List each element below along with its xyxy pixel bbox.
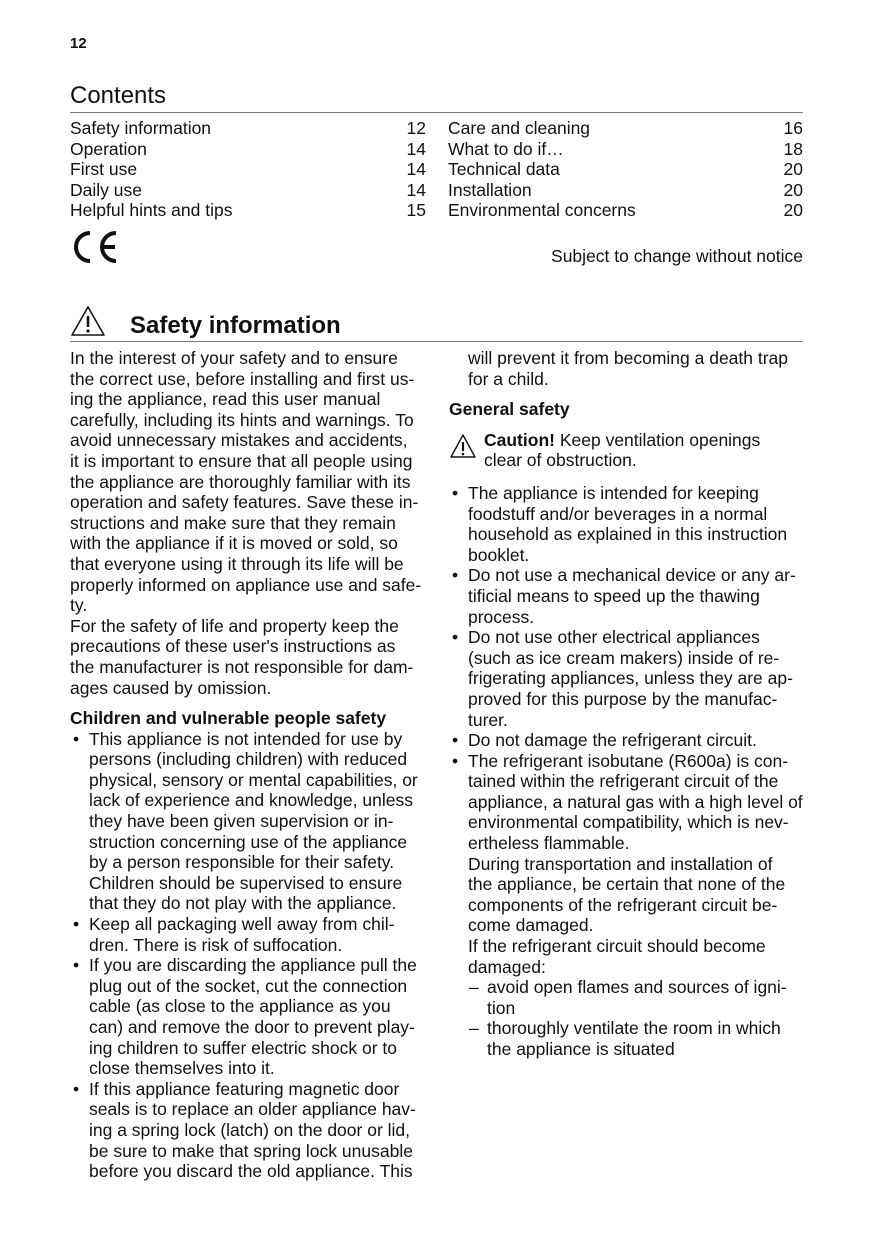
text-line: If you are discarding the appliance pull the [89,955,417,976]
text-line: booklet. [468,544,530,565]
children-safety-list [70,729,426,1182]
text-line: frigerating appliances, unless they are ap- [468,668,793,689]
text-line: avoid unnecessary mistakes and accidents, [70,430,408,451]
text-line: Keep all packaging well away from chil- [89,914,395,935]
text-line: can) and remove the door to prevent play- [89,1017,415,1037]
caution-box [449,430,805,471]
toc-entry[interactable] [70,159,426,180]
text-line: Do not use other electrical appliances [468,627,760,648]
list-item [449,730,805,751]
text-line: The refrigerant isobutane (R600a) is con- [468,750,789,771]
text-line: damaged: [468,956,546,977]
text-line: the appliance is situated [487,1039,675,1059]
toc-entry-page: 14 [406,138,426,159]
text-line: physical, sensory or mental capabilities, or [89,769,418,790]
text-line: that everyone using it through its life will be [70,553,404,574]
text-line: carefully, including its hints and warnings. To [70,409,414,430]
text-line: dren. There is risk of suffocation. [89,934,343,955]
text-line: Do not damage the refrigerant circuit. [468,730,757,751]
toc-entry-page: 20 [783,159,803,180]
list-item [449,751,805,1060]
text-line: structions and make sure that they remain [70,512,396,533]
text-line: operation and safety features. Save these in- [70,492,419,513]
children-safety-heading: Children and vulnerable people safety [70,708,387,729]
contents-divider [70,112,803,113]
toc-entry-label: What to do if… [448,138,564,159]
toc-entry-label: Safety information [70,118,212,138]
text-line: ing children to suffer electric shock or to [89,1037,398,1058]
text-line: close themselves into it. [89,1058,275,1079]
text-line: struction concerning use of the appliance [89,831,408,852]
text-line: seals is to replace an older appliance hav- [89,1099,416,1120]
list-item [449,627,805,730]
toc-left-column [70,118,426,221]
toc-entry-label: Daily use [70,179,142,200]
list-item [70,955,426,1079]
list-item [70,914,426,955]
text-line: tained within the refrigerant circuit of the [468,771,779,792]
toc-entry-page: 12 [406,118,426,138]
warning-icon [70,304,106,338]
text-line: Children should be supervised to ensure [89,872,403,893]
text-line: ertheless flammable. [468,833,630,854]
toc-entry-label: Helpful hints and tips [70,200,233,221]
text-line: for a child. [468,368,549,389]
toc-entry-label: Technical data [448,159,560,180]
toc-entry-page: 15 [406,200,426,221]
text-line: they have been given supervision or in- [89,811,394,832]
toc-right-column [448,118,803,221]
text-line: If this appliance featuring magnetic door [89,1078,400,1099]
toc-entry[interactable] [448,180,803,201]
toc-entry-label: Care and cleaning [448,118,591,138]
text-line: that they do not play with the appliance. [89,893,397,914]
text-line: ty. [70,595,88,616]
text-line: ages caused by omission. [70,677,272,698]
toc-entry[interactable] [70,118,426,139]
toc-entry-page: 14 [406,179,426,200]
text-line: by a person responsible for their safety. [89,852,395,873]
safety-divider [70,341,803,342]
text-line: the appliance, be certain that none of the [468,874,786,895]
toc-entry-label: Installation [448,179,532,200]
text-line: This appliance is not intended for use by [89,728,403,749]
text-line: the manufacturer is not responsible for dam- [70,656,414,677]
toc-entry-page: 18 [783,138,803,159]
text-line: tificial means to speed up the thawing [468,585,760,606]
general-safety-heading: General safety [449,399,570,420]
toc-entry[interactable] [70,139,426,160]
left-text-column [70,348,426,1182]
text-line: For the safety of life and property keep the [70,615,399,636]
toc-entry[interactable] [448,118,803,139]
toc-entry[interactable] [70,200,426,221]
text-line: avoid open flames and sources of igni- [487,977,787,998]
text-line: ing the appliance, read this user manual [70,389,381,410]
text-line: The appliance is intended for keeping [468,482,759,503]
text-line: components of the refrigerant circuit be- [468,894,778,915]
text-line: be sure to make that spring lock unusable [89,1140,413,1161]
toc-entry[interactable] [448,159,803,180]
caution-text: clear of obstruction. [484,450,637,471]
page-number: 12 [70,35,87,52]
text-line: will prevent it from becoming a death trap [468,348,789,368]
damage-steps-list [468,977,805,1059]
list-item [468,977,805,1018]
list-item [70,729,426,914]
text-line: the appliance are thoroughly familiar with its [70,471,411,492]
continuation-paragraph [449,348,805,389]
text-line: environmental compatibility, which is nev- [468,812,789,833]
text-line: ing a spring lock (latch) on the door or lid, [89,1119,410,1140]
text-line: Do not use a mechanical device or any ar- [468,565,796,586]
text-line: plug out of the socket, cut the connection [89,975,408,996]
text-line: If the refrigerant circuit should become [468,936,766,957]
toc-entry-page: 20 [783,200,803,221]
text-line: with the appliance if it is moved or sold, so [70,533,398,554]
warning-icon [449,430,477,459]
right-text-column [449,348,805,1060]
list-item [449,483,805,565]
text-line: thoroughly ventilate the room in which [487,1018,781,1039]
text-line: properly informed on appliance use and safe- [70,574,422,595]
text-line: household as explained in this instruction [468,524,788,545]
text-line: proved for this purpose by the manufac- [468,688,778,709]
text-line: process. [468,606,535,627]
list-item [449,565,805,627]
toc-entry-page: 20 [783,179,803,200]
list-item [70,1079,426,1182]
ce-mark-icon [70,228,120,266]
text-line: foodstuff and/or beverages in a normal [468,503,768,524]
toc-entry[interactable] [70,180,426,201]
text-line: it is important to ensure that all people using [70,450,413,471]
intro-paragraph [70,348,426,698]
change-notice: Subject to change without notice [551,246,803,266]
text-line: persons (including children) with reduced [89,749,408,770]
text-line: cable (as close to the appliance as you [89,996,391,1017]
toc-entry-label: First use [70,159,138,180]
text-line: appliance, a natural gas with a high level of [468,791,803,812]
text-line: (such as ice cream makers) inside of re- [468,647,780,668]
text-line: before you discard the old appliance. This [89,1161,413,1182]
toc-entry-page: 14 [406,159,426,180]
text-line: precautions of these user's instructions as [70,636,396,657]
text-line: the correct use, before installing and first us- [70,368,415,389]
toc-entry-page: 16 [783,118,803,138]
text-line: tion [487,997,516,1018]
toc-entry[interactable] [448,200,803,221]
safety-title: Safety information [130,312,341,339]
toc-entry[interactable] [448,139,803,160]
toc-entry-label: Operation [70,138,147,159]
text-line: turer. [468,709,508,730]
contents-title: Contents [70,82,167,109]
text-line: lack of experience and knowledge, unless [89,790,413,811]
general-safety-list [449,483,805,1060]
text-line: During transportation and installation of [468,853,773,874]
text-line: come damaged. [468,915,594,936]
text-line: In the interest of your safety and to ensure [70,348,398,368]
caution-label: Caution! [484,429,555,450]
toc-entry-label: Environmental concerns [448,200,636,221]
list-item [468,1018,805,1059]
caution-text: Keep ventilation openings [559,429,761,450]
